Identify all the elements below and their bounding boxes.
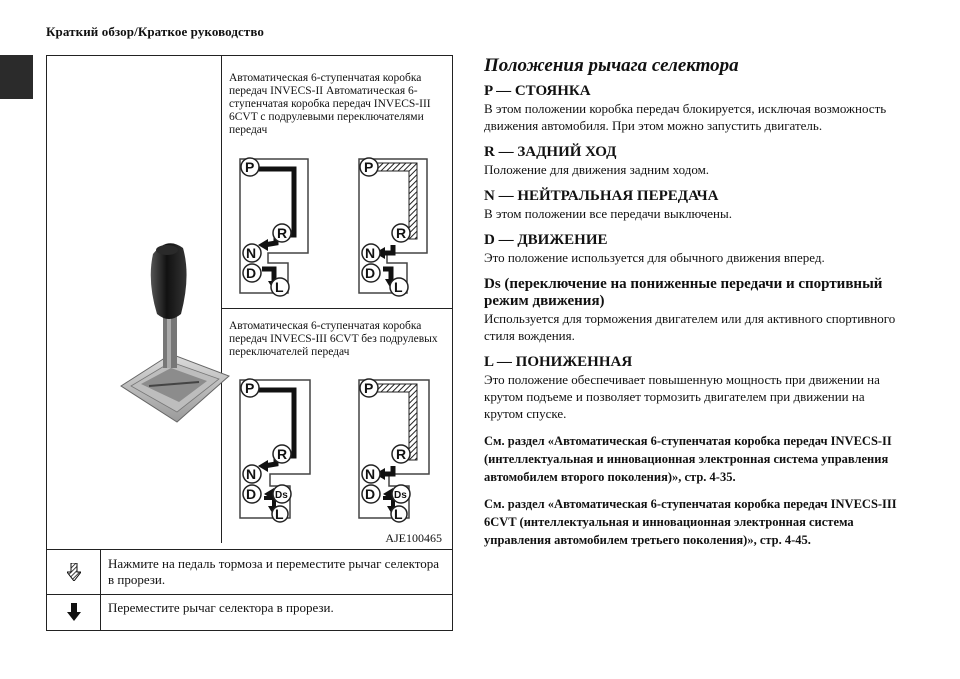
gate-label-n: N xyxy=(246,245,257,261)
gate-label-ds: Ds xyxy=(275,490,288,501)
gate-label-d: D xyxy=(365,265,376,281)
shift-gate-diagram-4 xyxy=(353,374,443,524)
gate-label-n: N xyxy=(365,466,376,482)
gate-label-p: P xyxy=(245,159,255,175)
figure-divider-horizontal xyxy=(221,308,453,309)
legend-icon-cell xyxy=(47,550,101,594)
position-description: Используется для торможения двигателем или для активного спортивного стиля вождения. xyxy=(484,311,896,343)
selector-positions-text xyxy=(484,83,904,558)
position-description: В этом положении все передачи выключены. xyxy=(484,206,732,221)
position-block-ds xyxy=(484,276,904,344)
position-heading: Ds (переключение на пониженные передачи и спортивный режим движения) xyxy=(484,276,883,309)
figure-id: AJE100465 xyxy=(385,531,442,545)
position-block-r xyxy=(484,144,904,178)
gear-shift-lever-illustration xyxy=(119,236,231,436)
gate-label-p: P xyxy=(364,380,374,396)
gate-label-d: D xyxy=(246,486,257,502)
position-description: Положение для движения задним ходом. xyxy=(484,162,710,177)
position-heading: R — ЗАДНИЙ ХОД xyxy=(484,144,617,160)
gate-label-d: D xyxy=(246,265,257,281)
shift-gate-diagram-2 xyxy=(353,153,443,299)
position-block-n xyxy=(484,188,904,222)
gate-label-r: R xyxy=(277,225,288,241)
cross-reference: См. раздел «Автоматическая 6-ступенчатая коробка передач INVECS-II (интеллектуальная и инновационная электронная система управления автомобилем второго поколения)», стр. 4-35. xyxy=(484,434,892,484)
position-heading: P — СТОЯНКА xyxy=(484,83,591,99)
gate-label-l: L xyxy=(275,279,284,295)
position-description: В этом положении коробка передач блокируется, исключая возможность движения автомобиля. При этом можно запустить двигатель. xyxy=(484,101,887,133)
position-description: Это положение обеспечивает повышенную мощность при движении на крутом подъеме и позволяет тормозить двигателем при движении на крутом спуске. xyxy=(484,372,880,421)
gate-label-d: D xyxy=(365,486,376,502)
striped-arrow-icon xyxy=(67,563,81,581)
solid-arrow-icon xyxy=(67,603,81,621)
legend-text: Переместите рычаг селектора в прорези. xyxy=(108,600,334,615)
position-heading: L — ПОНИЖЕННАЯ xyxy=(484,354,633,370)
caption-top: Автоматическая 6-ступенчатая коробка передач INVECS-II Автоматическая 6-ступенчатая коробка передач INVECS-III 6CVT с подрулевыми переключателями передач xyxy=(229,72,431,136)
legend-row xyxy=(47,594,452,630)
section-title: Положения рычага селектора xyxy=(484,55,739,76)
gear-selector-figure xyxy=(46,55,453,550)
gate-label-r: R xyxy=(396,225,407,241)
legend-icon-cell xyxy=(47,594,101,630)
cross-reference: См. раздел «Автоматическая 6-ступенчатая коробка передач INVECS-III 6CVT (интеллектуальная и инновационная электронная система управления автомобилем третьего поколения)», стр. 4-45. xyxy=(484,497,897,547)
gate-label-l: L xyxy=(394,279,403,295)
legend-row xyxy=(47,550,452,595)
caption-bottom: Автоматическая 6-ступенчатая коробка передач INVECS-III 6CVT без подрулевых переключателей передач xyxy=(229,320,438,358)
page-header: Краткий обзор/Краткое руководство xyxy=(46,24,265,39)
gate-label-l: L xyxy=(394,506,403,522)
position-heading: D — ДВИЖЕНИЕ xyxy=(484,232,608,248)
gate-label-p: P xyxy=(364,159,374,175)
gate-label-p: P xyxy=(245,380,255,396)
position-block-d xyxy=(484,232,904,266)
gate-label-r: R xyxy=(396,446,407,462)
legend-text: Нажмите на педаль тормоза и переместите рычаг селектора в прорези. xyxy=(108,556,440,587)
shift-gate-diagram-3 xyxy=(234,374,324,524)
gate-label-l: L xyxy=(275,506,284,522)
gate-label-ds: Ds xyxy=(394,490,407,501)
gate-label-n: N xyxy=(365,245,376,261)
shift-gate-diagram-1 xyxy=(234,153,324,299)
position-block-p xyxy=(484,83,904,134)
position-description: Это положение используется для обычного движения вперед. xyxy=(484,250,825,265)
position-heading: N — НЕЙТРАЛЬНАЯ ПЕРЕДАЧА xyxy=(484,188,719,204)
position-block-l xyxy=(484,354,904,422)
section-tab-marker xyxy=(0,55,33,99)
gate-label-n: N xyxy=(246,466,257,482)
gate-label-r: R xyxy=(277,446,288,462)
arrow-legend-table xyxy=(46,550,453,631)
